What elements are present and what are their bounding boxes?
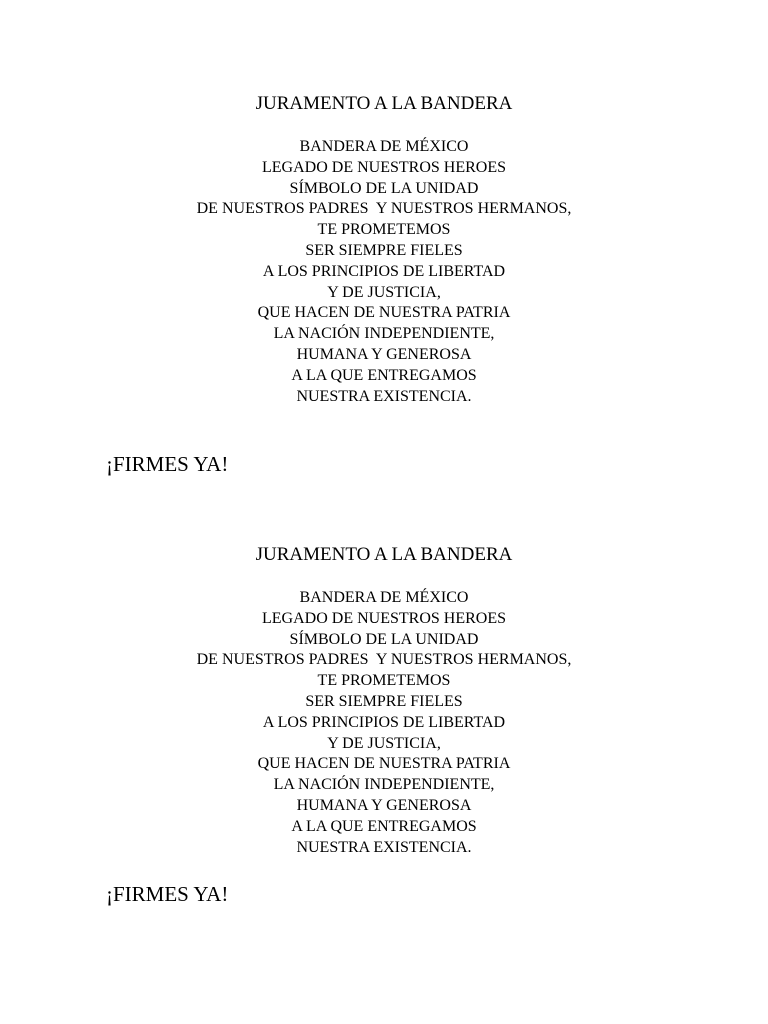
verse-line: LEGADO DE NUESTROS HEROES xyxy=(262,609,506,627)
closing-command: ¡FIRMES YA! xyxy=(106,452,229,476)
verse-line: DE NUESTROS PADRES Y NUESTROS HERMANOS, xyxy=(196,651,572,669)
verse-line: HUMANA Y GENEROSA xyxy=(296,345,472,363)
oath-verse xyxy=(0,588,768,858)
oath-section-1 xyxy=(0,93,768,407)
oath-section-2 xyxy=(0,544,768,858)
closing-command: ¡FIRMES YA! xyxy=(106,882,229,906)
verse-line: HUMANA Y GENEROSA xyxy=(296,796,472,814)
verse-line: A LA QUE ENTREGAMOS xyxy=(291,817,477,835)
oath-title: JURAMENTO A LA BANDERA xyxy=(255,93,513,114)
verse-line: LA NACIÓN INDEPENDIENTE, xyxy=(273,325,495,343)
verse-line: Y DE JUSTICIA, xyxy=(327,283,441,301)
verse-line: LEGADO DE NUESTROS HEROES xyxy=(262,158,506,176)
verse-line: BANDERA DE MÉXICO xyxy=(299,138,469,155)
verse-line: SÍMBOLO DE LA UNIDAD xyxy=(289,179,479,197)
verse-line: A LA QUE ENTREGAMOS xyxy=(291,366,477,384)
verse-line: SÍMBOLO DE LA UNIDAD xyxy=(289,630,479,648)
oath-verse xyxy=(0,137,768,407)
verse-line: A LOS PRINCIPIOS DE LIBERTAD xyxy=(262,262,506,280)
verse-line: LA NACIÓN INDEPENDIENTE, xyxy=(273,776,495,794)
oath-title: JURAMENTO A LA BANDERA xyxy=(255,544,513,565)
verse-line: DE NUESTROS PADRES Y NUESTROS HERMANOS, xyxy=(196,200,572,218)
verse-line: QUE HACEN DE NUESTRA PATRIA xyxy=(257,755,511,773)
verse-line: SER SIEMPRE FIELES xyxy=(305,241,463,259)
verse-line: NUESTRA EXISTENCIA. xyxy=(296,838,472,856)
verse-line: QUE HACEN DE NUESTRA PATRIA xyxy=(257,304,511,322)
verse-line: TE PROMETEMOS xyxy=(317,672,451,690)
verse-line: NUESTRA EXISTENCIA. xyxy=(296,387,472,405)
verse-line: BANDERA DE MÉXICO xyxy=(299,589,469,606)
verse-line: TE PROMETEMOS xyxy=(317,221,451,239)
verse-line: Y DE JUSTICIA, xyxy=(327,734,441,752)
verse-line: SER SIEMPRE FIELES xyxy=(305,692,463,710)
verse-line: A LOS PRINCIPIOS DE LIBERTAD xyxy=(262,713,506,731)
